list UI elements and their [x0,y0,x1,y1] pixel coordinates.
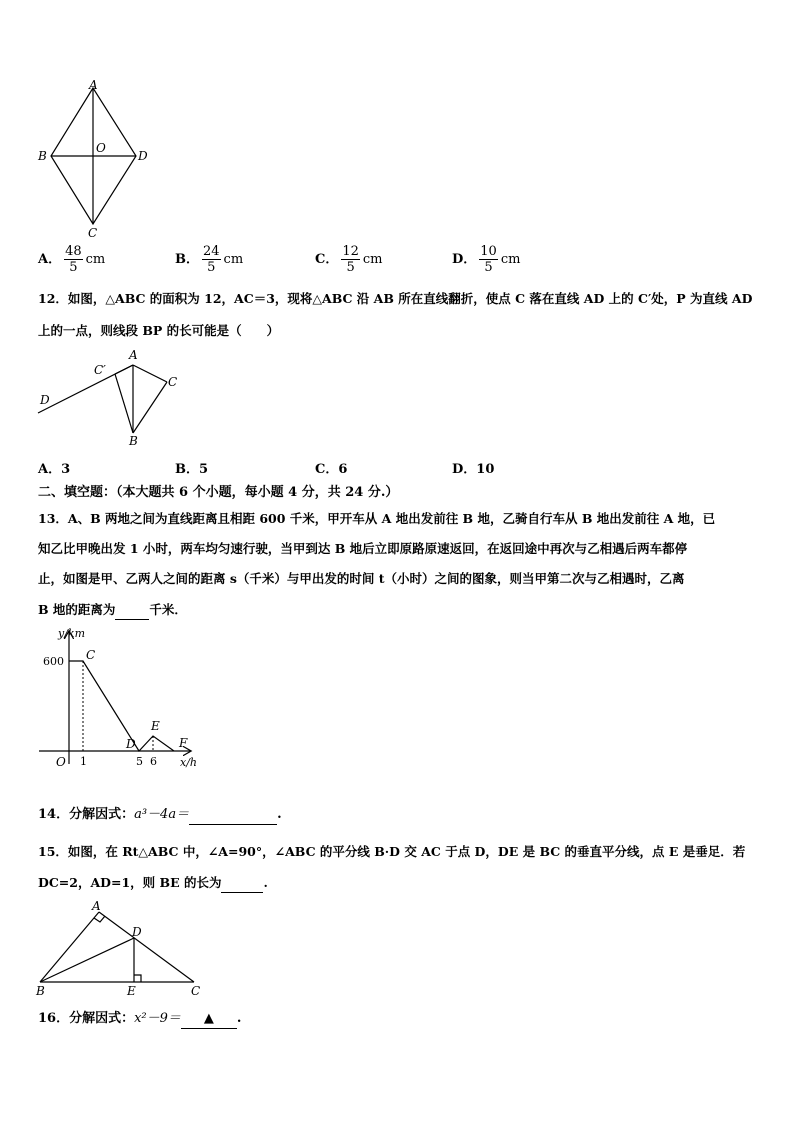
label-c: C [191,984,201,998]
unit: cm [362,252,383,267]
point-label: C [86,648,96,662]
q13-line4-text: B 地的距离为 [38,602,116,617]
option-letter: B． [175,252,199,267]
y-axis-label: y/km [58,627,86,640]
point-label: D [126,737,136,751]
segment-ac [133,365,167,382]
q16-end: . [236,1011,242,1026]
section-heading: 二、填空题：（本大题共 6 个小题，每小题 4 分，共 24 分.） [38,485,399,500]
q16-line [38,1010,241,1029]
answer-blank[interactable] [221,874,263,893]
answer-placeholder-triangle: ▲ [203,1011,214,1026]
q12-option-b[interactable]: B．5 [175,462,209,477]
q11-option-b[interactable] [175,244,243,275]
q16-expression: x²－9＝ [134,1011,181,1026]
answer-blank[interactable] [189,806,277,825]
label-e: E [127,984,136,998]
q11-option-a[interactable] [38,244,105,275]
label-o: O [96,141,106,155]
q14-end: . [277,807,282,822]
origin-label: O [56,755,66,769]
label-d: D [132,925,142,939]
unit: cm [85,252,106,267]
point-label: F [179,736,188,750]
segment-c-prime-a [115,365,133,374]
series-line [69,661,174,751]
option-letter: D． [452,252,477,267]
bisector-bd [40,938,134,982]
point-label: E [151,719,160,733]
y-tick-label: 600 [43,655,64,668]
label-a: A [129,348,138,362]
side-ab [40,912,99,982]
option-letter: C． [315,252,339,267]
q15-line2 [38,874,268,893]
q15-line1: 15．如图，在 Rt△ABC 中，∠A=90°，∠ABC 的平分线 B·D 交 AC 于点 D，DE 是 BC 的垂直平分线，点 E 是垂足．若 [38,844,746,859]
answer-blank[interactable] [181,1010,237,1029]
segment-cb [133,382,167,433]
fraction: $\frac{12}{5}$ [342,244,359,275]
q13-line3: 止，如图是甲、乙两人之间的距离 s（千米）与甲出发的时间 t（小时）之间的图象，则当甲第二次与乙相遇时，乙离 [38,571,685,586]
q12-line1: 12．如图，△ABC 的面积为 12，AC＝3，现将△ABC 沿 AB 所在直线翻折，使点 C 落在直线 AD 上的 C′处，P 为直线 AD [38,291,753,306]
q15-line2-end: . [263,875,268,890]
segment-c-prime-b [115,374,133,433]
option-letter: A． [38,252,62,267]
q12-option-d[interactable]: D．10 [452,462,495,477]
label-a: A [89,78,98,92]
q14-prefix: 14．分解因式： [38,807,135,822]
q11-option-c[interactable] [315,244,383,275]
q13-line2: 知乙比甲晚出发 1 小时，两车均匀速行驶，当甲到达 B 地后立即原路原速返回，在返回途中再次与乙相遇后两车都停 [38,541,688,556]
q11-option-d[interactable] [452,244,520,275]
x-tick-label: 1 [80,755,87,768]
x-tick-label: 6 [150,755,157,768]
label-b: B [36,984,45,998]
q12-option-c[interactable]: C．6 [315,462,348,477]
q15-line2-text: DC=2，AD=1，则 BE 的长为 [38,875,222,890]
label-c: C [88,226,98,240]
label-d: D [40,393,50,407]
unit: cm [223,252,244,267]
q14-line [38,806,282,825]
q14-expression: a³－4a＝ [134,807,190,822]
unit: cm [500,252,521,267]
right-angle-mark-e [134,975,141,982]
fold-figure [30,345,190,450]
fraction: $\frac{10}{5}$ [480,244,497,275]
side-ac [99,912,194,982]
label-b: B [129,434,138,448]
q16-prefix: 16．分解因式： [38,1011,135,1026]
x-axis-label: x/h [180,756,197,769]
q13-line4 [38,601,187,620]
label-c: C [168,375,178,389]
q12-option-a[interactable]: A．3 [38,462,71,477]
x-tick-label: 5 [136,755,143,768]
label-a: A [92,899,101,913]
label-b: B [38,149,47,163]
q13-line4-end: 千米． [149,602,187,617]
answer-blank[interactable] [115,601,149,620]
q13-line1: 13．A、B 两地之间为直线距离且相距 600 千米，甲开车从 A 地出发前往 B 地，乙骑自行车从 B 地出发前往 A 地，已 [38,511,716,526]
label-c-prime: C′ [94,363,106,377]
distance-time-chart [30,624,210,774]
q12-line2: 上的一点，则线段 BP 的长可能是（ ） [38,323,280,338]
fraction: $\frac{24}{5}$ [203,244,220,275]
right-triangle-figure [30,898,210,1000]
label-d: D [138,149,148,163]
fraction: $\frac{48}{5}$ [65,244,82,275]
rhombus-figure [30,78,160,243]
